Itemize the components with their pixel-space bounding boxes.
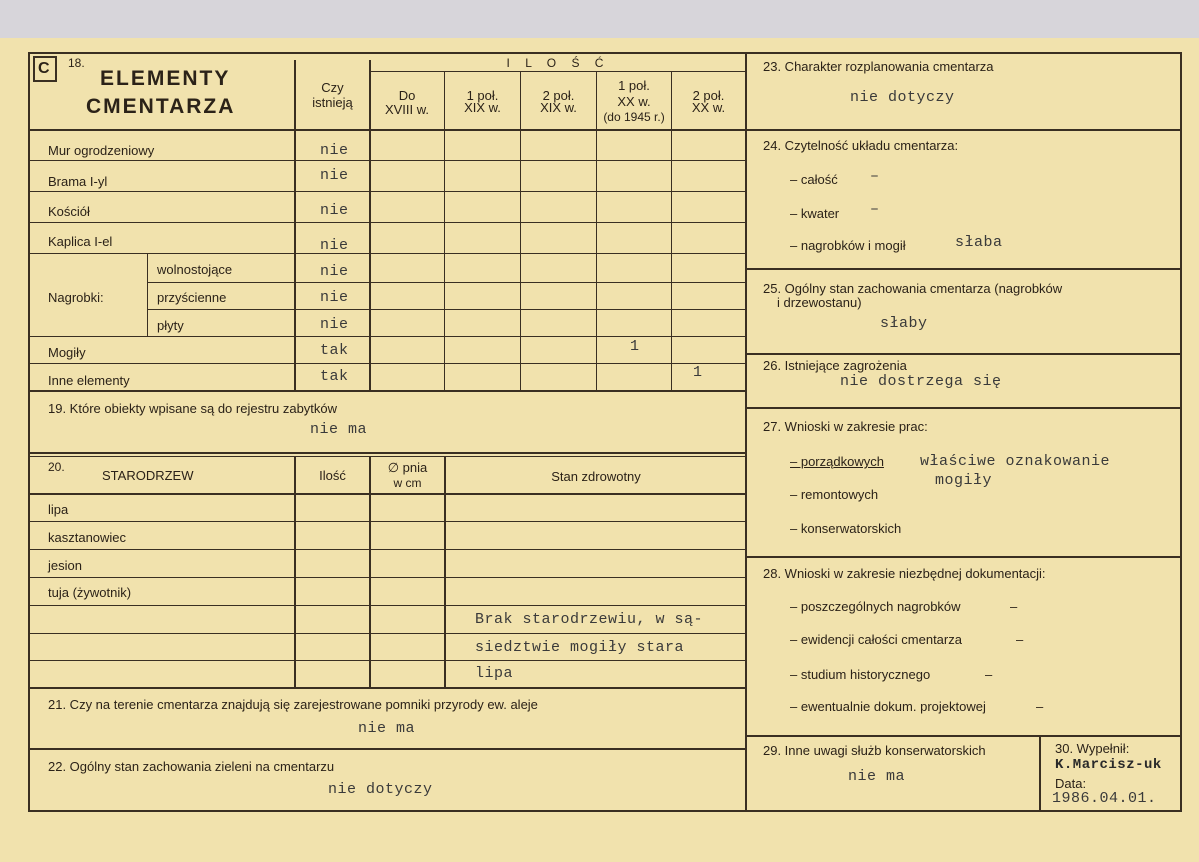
legibility-graves-value: słaba [955, 234, 1003, 251]
elements-title-line1: ELEMENTY [100, 67, 231, 90]
church-exists-value: nie [320, 202, 349, 219]
tree-chestnut-label: kasztanowiec [48, 530, 127, 545]
period-3-l2: XIX w. [540, 100, 577, 115]
period-4-l1: 1 poł. [618, 78, 650, 93]
section-27-value-1: właściwe oznakowanie [920, 453, 1111, 470]
section-19-value: nie ma [310, 421, 368, 438]
row-graves-label: Mogiły [48, 345, 86, 360]
health-note-line1: Brak starodrzewiu, w są- [475, 611, 704, 628]
section-20-title: STARODRZEW [102, 468, 194, 483]
legibility-graves-label: – nagrobków i mogił [790, 238, 906, 253]
date-label: Data: [1055, 776, 1087, 791]
health-note-line3: lipa [475, 665, 514, 682]
elements-title-line2: CMENTARZA [86, 95, 236, 118]
docs-registry-value: – [1016, 632, 1024, 647]
legibility-whole-label: – całość [790, 172, 838, 187]
section-29-label: 29. Inne uwagi służb konserwatorskich [763, 743, 986, 758]
period-4-l3: (do 1945 r.) [603, 110, 665, 124]
section-26-label: 26. Istniejące zagrożenia [763, 358, 907, 373]
section-25-label-1: 25. Ogólny stan zachowania cmentarza (nagrobków [763, 281, 1063, 296]
section-27-value-2: mogiły [935, 472, 993, 489]
row-other-label: Inne elementy [48, 373, 130, 388]
section-27-label: 27. Wnioski w zakresie prac: [763, 419, 928, 434]
docs-registry-label: – ewidencji całości cmentarza [790, 632, 962, 647]
section-25-label-2: i drzewostanu) [777, 295, 862, 310]
section-24-label: 24. Czytelność układu cmentarza: [763, 138, 959, 153]
frame-top-right [745, 52, 1182, 54]
section-22-label: 22. Ogólny stan zachowania zieleni na cmentarzu [48, 759, 335, 774]
date-value: 1986.04.01. [1052, 790, 1157, 807]
wall-exists-value: nie [320, 142, 349, 159]
graves-exists-value: tak [320, 342, 349, 359]
trees-diam-header-1: ∅ pnia [387, 460, 428, 475]
period-2-l1: 1 poł. [466, 88, 499, 103]
other-exists-value: tak [320, 368, 349, 385]
section-21-value: nie ma [358, 720, 416, 737]
inventory-card [0, 38, 1199, 862]
trees-count-header: Ilość [319, 468, 346, 483]
row-slabs-label: płyty [157, 318, 184, 333]
period-1-l1: Do [398, 88, 416, 103]
legibility-quarters-value: – [870, 201, 880, 218]
works-renovation-label: – remontowych [790, 487, 879, 502]
frame-left [28, 52, 30, 812]
section-22-value: nie dotyczy [328, 781, 433, 798]
section-18-number: 18. [68, 56, 85, 70]
row-chapel-label: Kaplica I-el [48, 234, 113, 249]
period-5-l1: 2 poł. [692, 88, 725, 103]
trees-diam-header-2: w cm [393, 476, 422, 490]
section-30-label: 30. Wypełnił: [1055, 741, 1130, 756]
graves-count-value: 1 [630, 338, 640, 355]
freestanding-exists-value: nie [320, 263, 349, 280]
chapel-exists-value: nie [320, 237, 349, 254]
frame-middle [745, 52, 747, 812]
section-23-value: nie dotyczy [850, 89, 955, 106]
section-28-label: 28. Wnioski w zakresie niezbędnej dokumentacji: [763, 566, 1046, 581]
period-5-l2: XX w. [691, 100, 726, 115]
section-letter: C [38, 60, 50, 77]
docs-project-value: – [1036, 699, 1044, 714]
legibility-whole-value: – [870, 168, 880, 185]
row-wall-label: Mur ogrodzeniowy [48, 143, 155, 158]
tree-lime-label: lipa [48, 502, 69, 517]
section-19-label: 19. Które obiekty wpisane są do rejestru zabytków [48, 401, 338, 416]
docs-history-label: – studium historycznego [790, 667, 931, 682]
scanner-background [0, 0, 1199, 38]
tree-thuja-label: tuja (żywotnik) [48, 585, 132, 600]
exists-header-1: Czy [321, 80, 344, 95]
slabs-exists-value: nie [320, 316, 349, 333]
row-gravestones-label: Nagrobki: [48, 290, 104, 305]
docs-individual-label: – poszczególnych nagrobków [790, 599, 961, 614]
works-cleanup-label: – porządkowych [790, 454, 884, 469]
exists-header-2: istnieją [312, 95, 353, 110]
row-freestanding-label: wolnostojące [157, 262, 233, 277]
section-25-value: słaby [880, 315, 928, 332]
tree-ash-label: jesion [48, 558, 82, 573]
section-21-label: 21. Czy na terenie cmentarza znajdują się zarejestrowane pomniki przyrody ew. aleje [48, 697, 538, 712]
docs-project-label: – ewentualnie dokum. projektowej [790, 699, 986, 714]
section-letter-box [33, 56, 57, 82]
row-gate-label: Brama I-yl [48, 174, 108, 189]
section-29-value: nie ma [848, 768, 906, 785]
legibility-quarters-label: – kwater [790, 206, 840, 221]
works-conservation-label: – konserwatorskich [790, 521, 902, 536]
period-2-l2: XIX w. [464, 100, 501, 115]
section-20-number: 20. [48, 460, 65, 474]
section-23-label: 23. Charakter rozplanowania cmentarza [763, 59, 994, 74]
row-wallmounted-label: przyścienne [157, 290, 227, 305]
period-1-l2: XVIII w. [384, 102, 430, 117]
section-26-value: nie dostrzega się [840, 373, 1002, 390]
other-count-value: 1 [693, 364, 703, 381]
quantity-header: I L O Ś Ć [506, 56, 610, 70]
docs-individual-value: – [1010, 599, 1018, 614]
trees-health-header: Stan zdrowotny [551, 469, 641, 484]
period-4-l2: XX w. [617, 94, 651, 109]
wallmounted-exists-value: nie [320, 289, 349, 306]
docs-history-value: – [985, 667, 993, 682]
frame-bottom [28, 810, 747, 812]
health-note-line2: siedztwie mogiły stara [475, 639, 685, 656]
frame-top [28, 52, 747, 54]
row-church-label: Kościół [48, 204, 90, 219]
gate-exists-value: nie [320, 167, 349, 184]
frame-right [1180, 52, 1182, 812]
filled-by-name: K.Marcisz-uk [1055, 757, 1162, 773]
period-3-l1: 2 poł. [542, 88, 575, 103]
